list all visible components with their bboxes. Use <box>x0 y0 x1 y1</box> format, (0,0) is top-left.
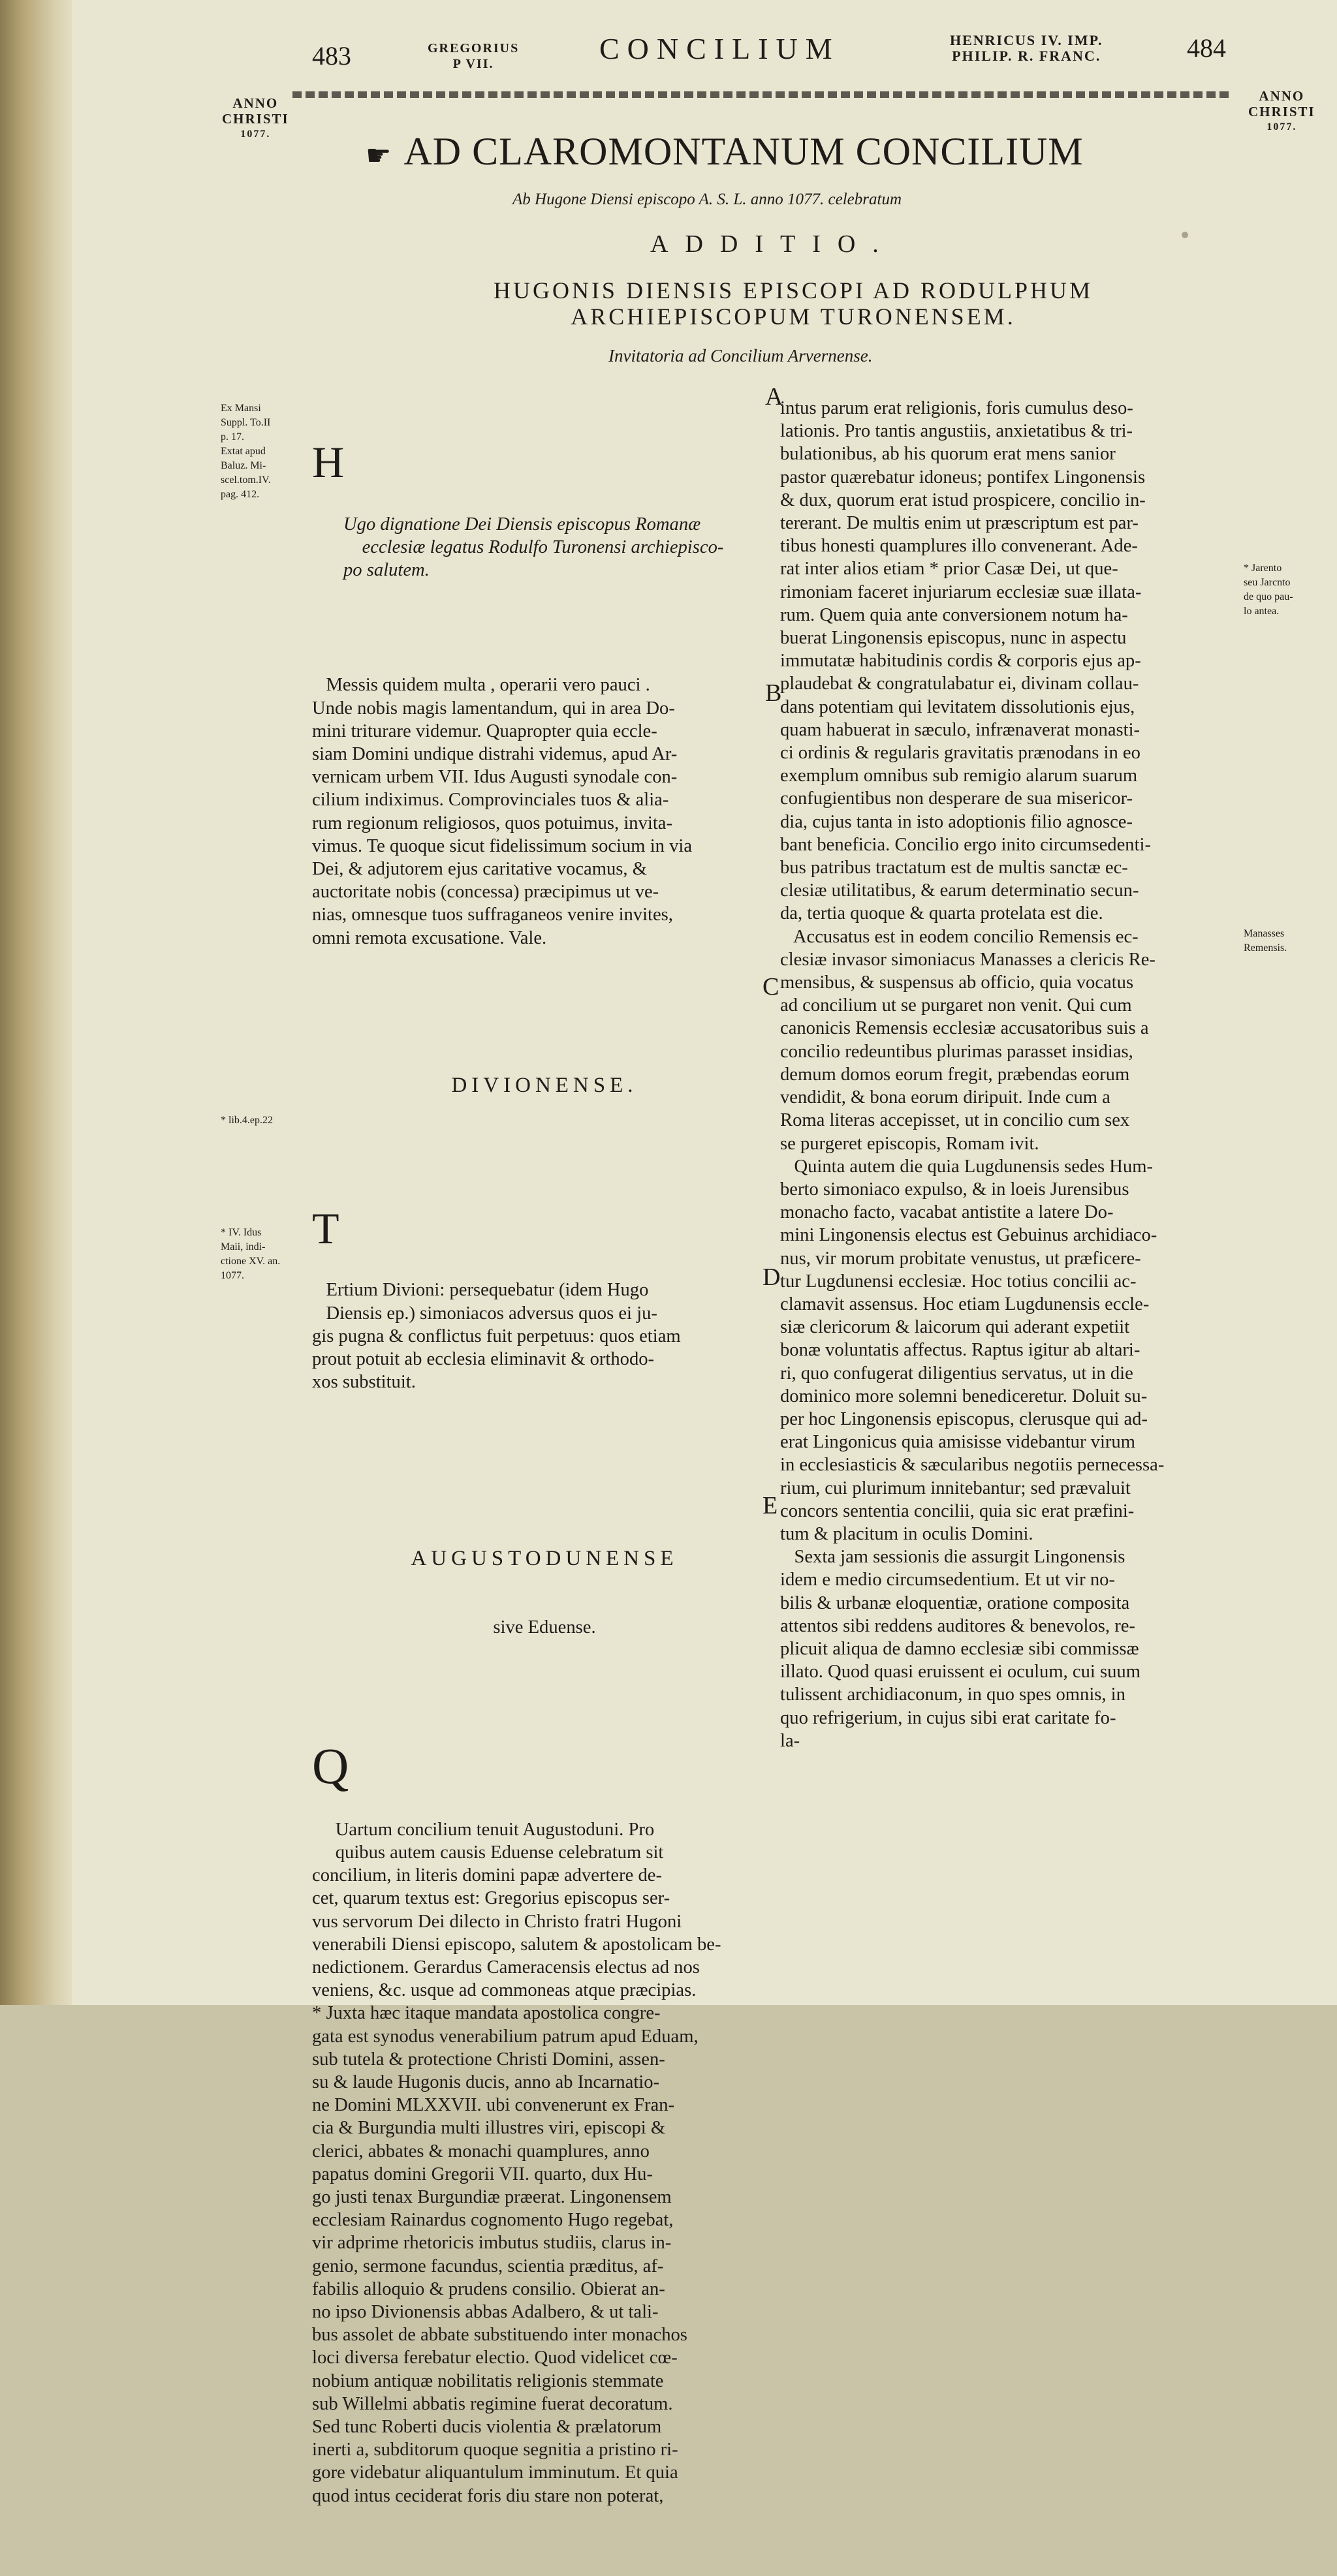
christi-label: CHRISTI <box>222 111 289 127</box>
running-head-right <box>950 33 1103 64</box>
letter-body: Messis quidem multa , operarii vero pauci . Unde nobis magis lamentandum, qui in area Do- mini triturare videmur. Quapropter quia eccle- siam Domini undique distrahi videmus, apud Ar- vernicam urbem VII. Idus Augusti synodale con- cilium indiximus. Comprovinciales tuos & alia- rum regionum religiosos, quos potuimus, invita- vimus. Te quoque sicut fidelissimum socium in via Dei, & adjutorem ejus caritative vocamus, & auctoritate nobis (concessa) præcipimus ut ve- nias, omnesque tuos suffraganeos venire invites, omni remota excusatione. Vale. <box>312 675 693 948</box>
anno-label: ANNO <box>1259 88 1305 104</box>
main-title-text: AD CLAROMONTANUM CONCILIUM <box>403 130 1084 173</box>
dropcap-q: Q <box>312 1737 349 1795</box>
page-number-right: 484 <box>1187 33 1226 63</box>
anno-christi-right <box>1248 88 1315 135</box>
section-marker-e: E <box>763 1492 778 1519</box>
section-heading-line-2: ARCHIEPISCOPUM TURONENSEM. <box>571 303 1016 330</box>
anno-year: 1077. <box>1266 121 1297 132</box>
margin-note-manasses: Manasses Remensis. <box>1244 928 1287 954</box>
page-number-left: 483 <box>312 41 351 70</box>
augustodunense-subheading: sive Eduense. <box>493 1617 596 1638</box>
running-head-left <box>428 40 519 72</box>
running-head-left-line-2: P VII. <box>452 57 494 71</box>
running-head-left-line-1: GREGORIUS <box>428 41 520 55</box>
dropcap-t: T <box>312 1203 339 1253</box>
ornamental-rule <box>292 91 1233 98</box>
margin-note-source: Ex Mansi Suppl. To.II p. 17. Extat apud Baluz. Mi- scel.tom.IV. pag. 412. <box>221 403 271 500</box>
section-heading-line-1: HUGONIS DIENSIS EPISCOPI AD RODULPHUM <box>493 277 1093 303</box>
section-heading <box>418 277 1169 330</box>
dropcap-h: H <box>312 437 345 488</box>
anno-christi-left <box>222 95 289 142</box>
main-title <box>366 129 1084 174</box>
anno-label: ANNO <box>232 95 279 111</box>
book-edge <box>0 0 78 2005</box>
running-title: CONCILIUM <box>599 32 840 65</box>
section-marker-b: B <box>765 679 782 707</box>
additio-heading: ADDITIO. <box>650 230 896 258</box>
section-marker-a: A <box>765 383 783 411</box>
subtitle: Ab Hugone Diensi episcopo A. S. L. anno 1077. celebratum <box>512 191 902 208</box>
divionense-text: Ertium Divioni: persequebatur (idem Hugo Diensis ep.) simoniacos adversus quos ei ju- gis pugna & conflictus fuit perpetuus: quos etiam prout potuit ab ecclesia eliminavit & orthodo- xos substituit. <box>312 1280 681 1393</box>
ink-spot <box>1182 232 1188 238</box>
pointing-hand-icon: ☛ <box>366 139 392 172</box>
anno-year: 1077. <box>240 129 271 140</box>
margin-note-date: * IV. Idus Maii, indi- ctione XV. an. 1077. <box>221 1227 281 1281</box>
letter-opening: Ugo dignatione Dei Diensis episcopus Romanæ ecclesiæ legatus Rodulfo Turonensi archiepisco- po salutem. <box>343 514 724 581</box>
running-head-right-line-1: HENRICUS IV. IMP. <box>950 32 1103 48</box>
running-head-right-line-2: PHILIP. R. FRANC. <box>952 48 1101 64</box>
augustodunense-heading: AUGUSTODUNENSE <box>411 1546 678 1570</box>
divionense-heading: DIVIONENSE. <box>451 1073 638 1097</box>
right-column: intus parum erat religionis, foris cumulus deso- lationis. Pro tantis angustiis, anxietatibus & tri- bulationibus, ab his quorum erat mens sanior pastor quærebatur idoneus; pontifex Lingonensis & dux, quorum erat istud prospicere, concilio in- tererant. De multis enim ut præscriptum est par- tibus honesti quamplures illo convenerant. Ade- rat inter alios etiam * prior Casæ Dei, ut que- rimoniam faceret injuriarum ecclesiæ suæ illata- rum. Quem quia ante conversionem notum ha- buerat Lingonensis episcopus, nunc in aspectu immutatæ habitudinis cordis & corporis ejus ap- plaudebat & congratulabatur ei, divinam collau- dans potentiam qui levitatem dissolutionis ejus, quam habuerat in sæculo, infrænaverat monasti- ci ordinis & regularis gravitatis prænodans in eo exemplum omnibus sub remigio alarum suarum confugientibus non desperare de sua misericor- dia, cujus tanta in isto adoptionis filio agnosce- bant beneficia. Concilio ergo inito circumsedenti- bus patribus tractatum est de multis sanctæ ec- clesiæ utilitatibus, & earum determinatio secun- da, tertia quoque & quarta protelata est die. Accusatus est in eodem concilio Remensis ec- clesiæ invasor simoniacus Manasses a clericis Re- mensibus, & suspensus ab officio, quia vocatus ad concilium ut se purgaret non venit. Qui cum canonicis Remensis ecclesiæ accusatoribus suis a concilio redeuntibus plurimas parasset insidias, demum domos eorum fregit, præbendas eorum vendidit, & bona eorum diripuit. Inde cum a Roma literas accepisset, ut in concilio cum sex se purgeret episcopis, Romam ivit. Quinta autem die quia Lugdunensis sedes Hum- berto simoniaco expulso, & in loeis Jurensibus monacho facto, vacabat antistite a latere Do- mini Lingonensis electus est Gebuinus archidiaco- nus, vir morum probitate venustus, ut præficere- tur Lugdunensi ecclesiæ. Hoc totius concilii ac- clamavit assensus. Hoc etiam Lugdunensis eccle- siæ clericorum & laicorum qui aderant expetiit bonæ voluntatis affectus. Raptus igitur ab altari- ri, quo confugerat diligentius servatus, ut in die dominico more solemni benediceretur. Doluit su- per hoc Lingonensis episcopus, clerusque qui ad- erat Lingonicus quia amisisse videbantur virum in ecclesiasticis & sæcularibus negotiis pernecessa- rium, cui plurimum innitebantur; sed prævaluit concors sententia concilii, quia sic erat præfini- tum & placitum in oculis Domini. Sexta jam sessionis die assurgit Lingonensis idem e medio circumsedentium. Et ut vir no- bilis & urbanæ eloquentiæ, oratione composita attentos sibi reddens auditores & benevolos, re- plicuit aliqua de damno ecclesiæ sibi commissæ illato. Quod quasi eruissent ei oculum, cui suum tulissent archidiaconum, in quo spes omnis, in quo refrigerium, in cujus sibi erat caritate fo- la- <box>780 398 1165 1751</box>
section-marker-c: C <box>763 973 779 1001</box>
christi-label: CHRISTI <box>1248 104 1315 119</box>
invitatoria-heading: Invitatoria ad Concilium Arvernense. <box>608 346 873 365</box>
margin-note-letter-ref: * lib.4.ep.22 <box>221 1115 273 1126</box>
augustodunense-text: Uartum concilium tenuit Augustoduni. Pro quibus autem causis Eduense celebratum sit concilium, in literis domini papæ advertere de- cet, quarum textus est: Gregorius episcopus ser- vus servorum Dei dilecto in Christo fratri Hugoni venerabili Diensi episcopo, salutem & apostolicam be- nedictionem. Gerardus Cameracensis electus ad nos veniens, &c. usque ad commoneas atque præcipias. * Juxta hæc itaque mandata apostolica congre- gata est synodus venerabilium patrum apud Eduam, sub tutela & protectione Christi Domini, assen- su & laude Hugonis ducis, anno ab Incarnatio- ne Domini MLXXVII. ubi convenerunt ex Fran- cia & Burgundia multi illustres viri, episcopi & clerici, abbates & monachi quamplures, anno papatus domini Gregorii VII. quarto, dux Hu- go justi tenax Burgundiæ præerat. Lingonensem ecclesiam Rainardus cognomento Hugo regebat, vir adprime rhetoricis imbutus studiis, clarus in- genio, sermone facundus, scientia præditus, af- fabilis alloquio & prudens consilio. Obierat an- no ipso Divionensis abbas Adalbero, & ut tali- bus assolet de abbate substituendo inter monachos loci diversa ferebatur electio. Quod videlicet cœ- nobium antiquæ nobilitatis religionis stemmate sub Willelmi abbatis regimine fuerat decoratum. Sed tunc Roberti ducis violentia & prælatorum inerti a, subditorum quoque segnitia a pristino ri- gore videbatur aliquantulum imminutum. Et quia quod intus ceciderat foris diu stare non poterat, <box>312 1819 721 2506</box>
section-marker-d: D <box>763 1264 781 1291</box>
left-column <box>312 398 777 2576</box>
margin-note-jarento: * Jarento seu Jarcnto de quo pau- lo antea. <box>1244 563 1293 617</box>
